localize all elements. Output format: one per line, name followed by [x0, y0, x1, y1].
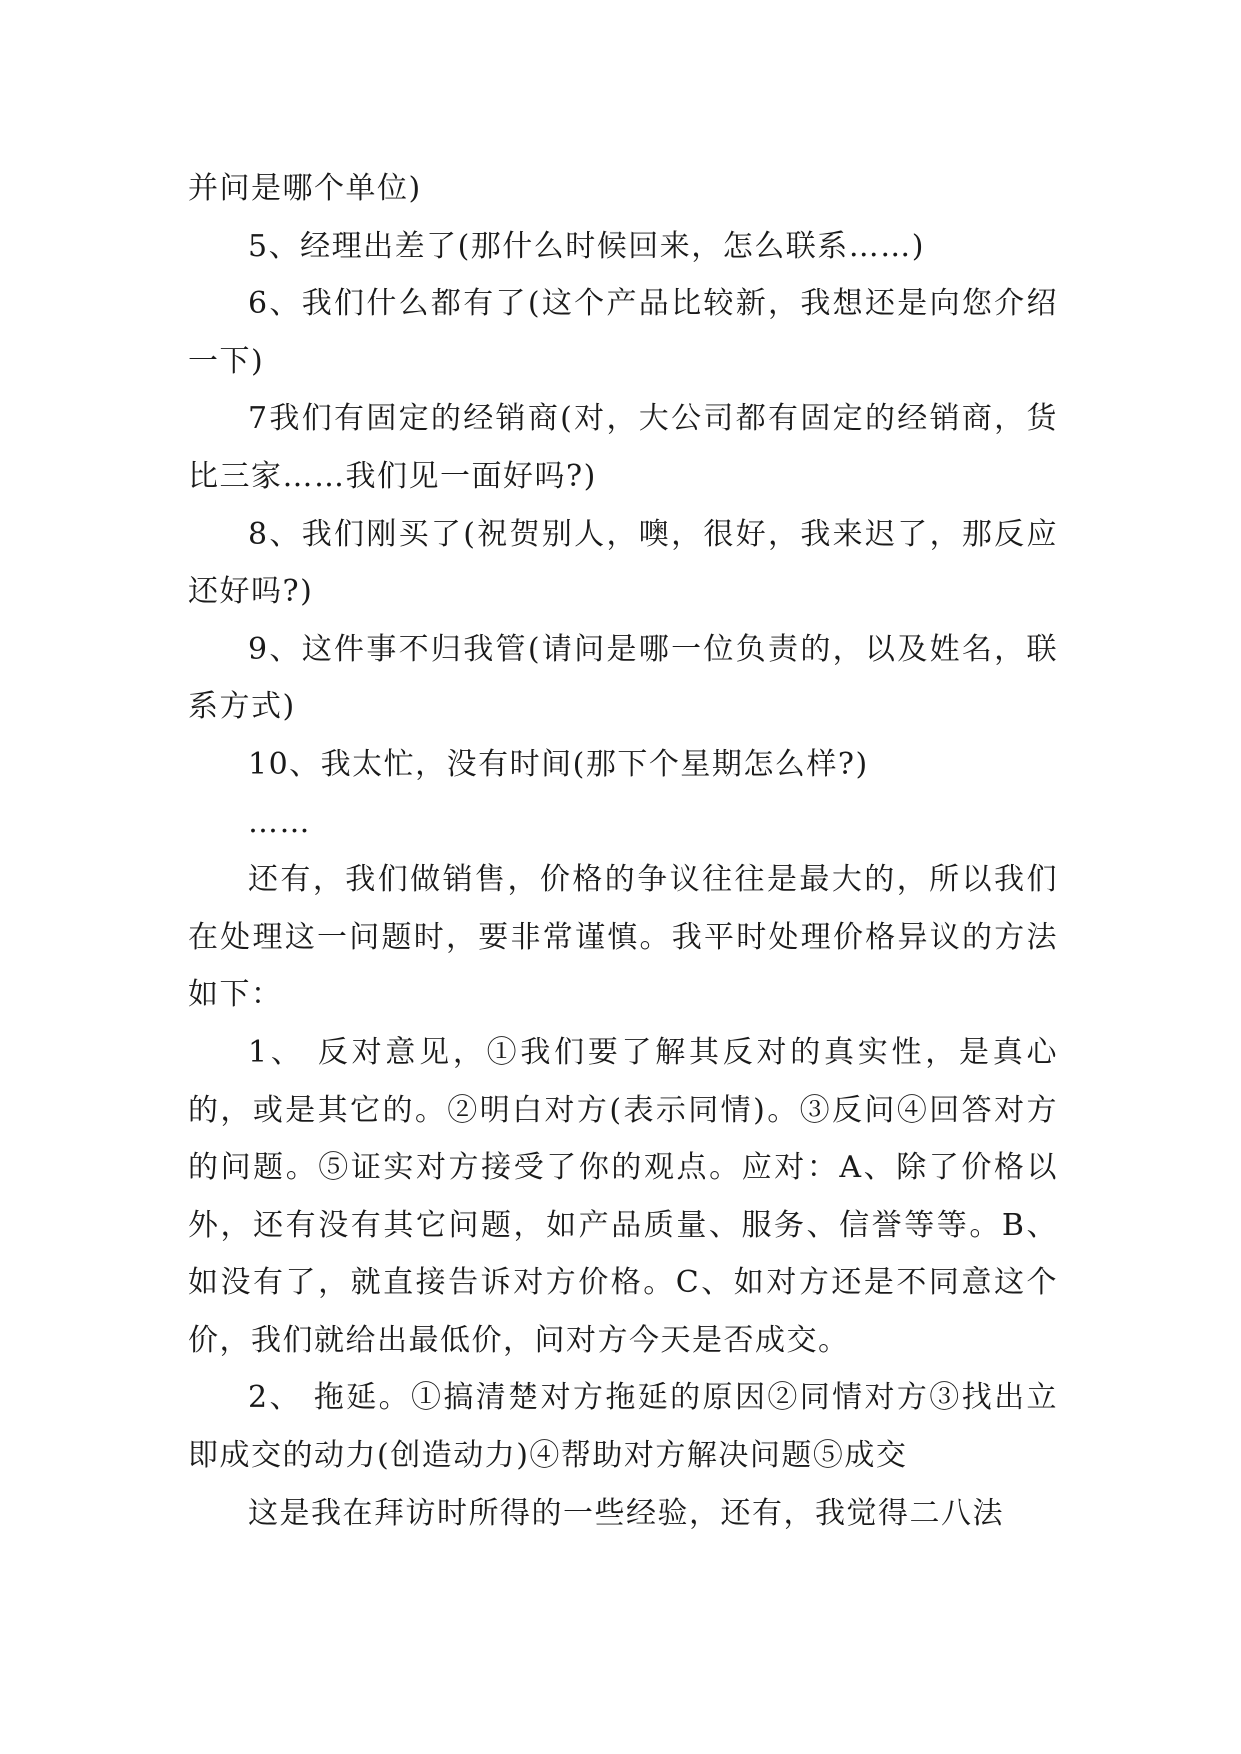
paragraph-10: 1、 反对意见，①我们要了解其反对的真实性，是真心的，或是其它的。②明白对方(表示同情)。③反问④回答对方的问题。⑤证实对方接受了你的观点。应对：A、除了价格以外，还有没有其它问题，如产品质量、服务、信誉等等。B、如没有了，就直接告诉对方价格。C、如对方还是不同意这个价，我们就给出最低价，问对方今天是否成交。: [188, 1034, 1058, 1358]
paragraph-7: 10、我太忙，没有时间(那下个星期怎么样?): [248, 746, 869, 782]
paragraph-4: 7我们有固定的经销商(对，大公司都有固定的经销商，货比三家……我们见一面好吗?): [188, 401, 1058, 494]
document-body: [188, 160, 1058, 1542]
paragraph-11: 2、 拖延。①搞清楚对方拖延的原因②同情对方③找出立即成交的动力(创造动力)④帮助对方解决问题⑤成交: [188, 1380, 1058, 1474]
paragraph-8: ……: [248, 804, 311, 840]
paragraph-9: 还有，我们做销售，价格的争议往往是最大的，所以我们在处理这一问题时，要非常谨慎。我平时处理价格异议的方法如下：: [188, 862, 1058, 1013]
paragraph-3: 6、我们什么都有了(这个产品比较新，我想还是向您介绍一下): [188, 286, 1058, 379]
paragraph-6: 9、这件事不归我管(请问是哪一位负责的，以及姓名，联系方式): [188, 631, 1058, 725]
paragraph-12: 这是我在拜访时所得的一些经验，还有，我觉得二八法: [248, 1495, 1004, 1531]
paragraph-2: 5、经理出差了(那什么时候回来，怎么联系……): [248, 228, 925, 264]
paragraph-1: 并问是哪个单位): [188, 171, 422, 206]
paragraph-5: 8、我们刚买了(祝贺别人，噢，很好，我来迟了，那反应还好吗?): [188, 516, 1058, 610]
